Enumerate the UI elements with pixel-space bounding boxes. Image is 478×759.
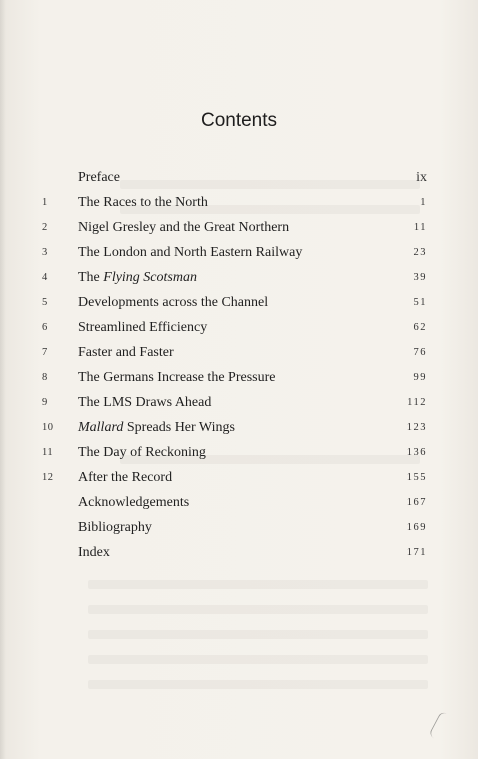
entry-title: The London and North Eastern Railway [78,245,303,260]
chapter-number: 11 [42,447,54,458]
show-through-line [88,680,428,689]
entry-title [78,416,235,440]
chapter-number: 12 [42,472,54,483]
entry-title: Index [78,545,110,560]
chapter-number: 7 [42,347,48,358]
page-number: 99 [413,372,427,383]
page-number: 136 [406,447,427,458]
chapter-number: 9 [42,397,48,408]
entry-title: The Day of Reckoning [78,445,206,460]
chapter-number: 4 [42,272,48,283]
page-number: 112 [407,397,427,408]
entry-title: The LMS Draws Ahead [78,395,212,410]
show-through-line [88,580,428,589]
entry-title-prefix: The [78,270,104,285]
toc-entry-chapter-8[interactable] [0,366,478,390]
toc-entry-index[interactable] [0,541,478,565]
entry-title: Preface [78,170,120,185]
chapter-number: 5 [42,297,48,308]
show-through-line [88,630,428,639]
page-number: 39 [413,272,427,283]
entry-title [78,266,197,290]
page-number: 76 [413,347,427,358]
entry-title: Bibliography [78,520,152,535]
chapter-number: 8 [42,372,48,383]
chapter-number: 6 [42,322,48,333]
chapter-number: 10 [42,422,54,433]
page-number: 11 [413,222,427,233]
toc-entry-chapter-12[interactable] [0,466,478,490]
chapter-number: 3 [42,247,48,258]
toc-entry-chapter-3[interactable] [0,241,478,265]
page-number: 167 [406,497,427,508]
toc-entry-chapter-11[interactable] [0,441,478,465]
show-through-line [88,655,428,664]
entry-title-italic: Mallard [78,420,124,435]
page-number: 51 [413,297,427,308]
toc-entry-chapter-5[interactable] [0,291,478,315]
page-number: 123 [406,422,427,433]
page-number: 62 [413,322,427,333]
toc-entry-acknowledgements[interactable] [0,491,478,515]
entry-title: The Germans Increase the Pressure [78,370,276,385]
toc-entry-preface[interactable] [0,166,478,190]
toc-entry-chapter-2[interactable] [0,216,478,240]
page-number: 155 [406,472,427,483]
toc-entry-chapter-6[interactable] [0,316,478,340]
pencil-mark [428,711,453,742]
entry-title: After the Record [78,470,173,485]
entry-title: Nigel Gresley and the Great Northern [78,220,290,235]
chapter-number: 2 [42,222,48,233]
page-title: Contents [200,110,278,131]
entry-title-italic: Flying Scotsman [103,270,197,285]
toc-entry-chapter-4[interactable] [0,266,478,290]
toc-entry-chapter-10[interactable] [0,416,478,440]
show-through-line [88,605,428,614]
entry-title: Faster and Faster [78,345,174,360]
page-number: 1 [420,197,427,208]
toc-entry-bibliography[interactable] [0,516,478,540]
entry-title-suffix: Spreads Her Wings [123,420,235,435]
entry-title: Streamlined Efficiency [78,320,208,335]
chapter-number: 1 [42,197,48,208]
page-number: ix [416,170,427,185]
entry-title: Developments across the Channel [78,295,269,310]
toc-entry-chapter-1[interactable] [0,191,478,215]
page-number: 169 [406,522,427,533]
page-number: 171 [406,547,427,558]
toc-entry-chapter-7[interactable] [0,341,478,365]
page-number: 23 [413,247,427,258]
toc-entry-chapter-9[interactable] [0,391,478,415]
entry-title: Acknowledgements [78,495,190,510]
entry-title: The Races to the North [78,195,208,210]
